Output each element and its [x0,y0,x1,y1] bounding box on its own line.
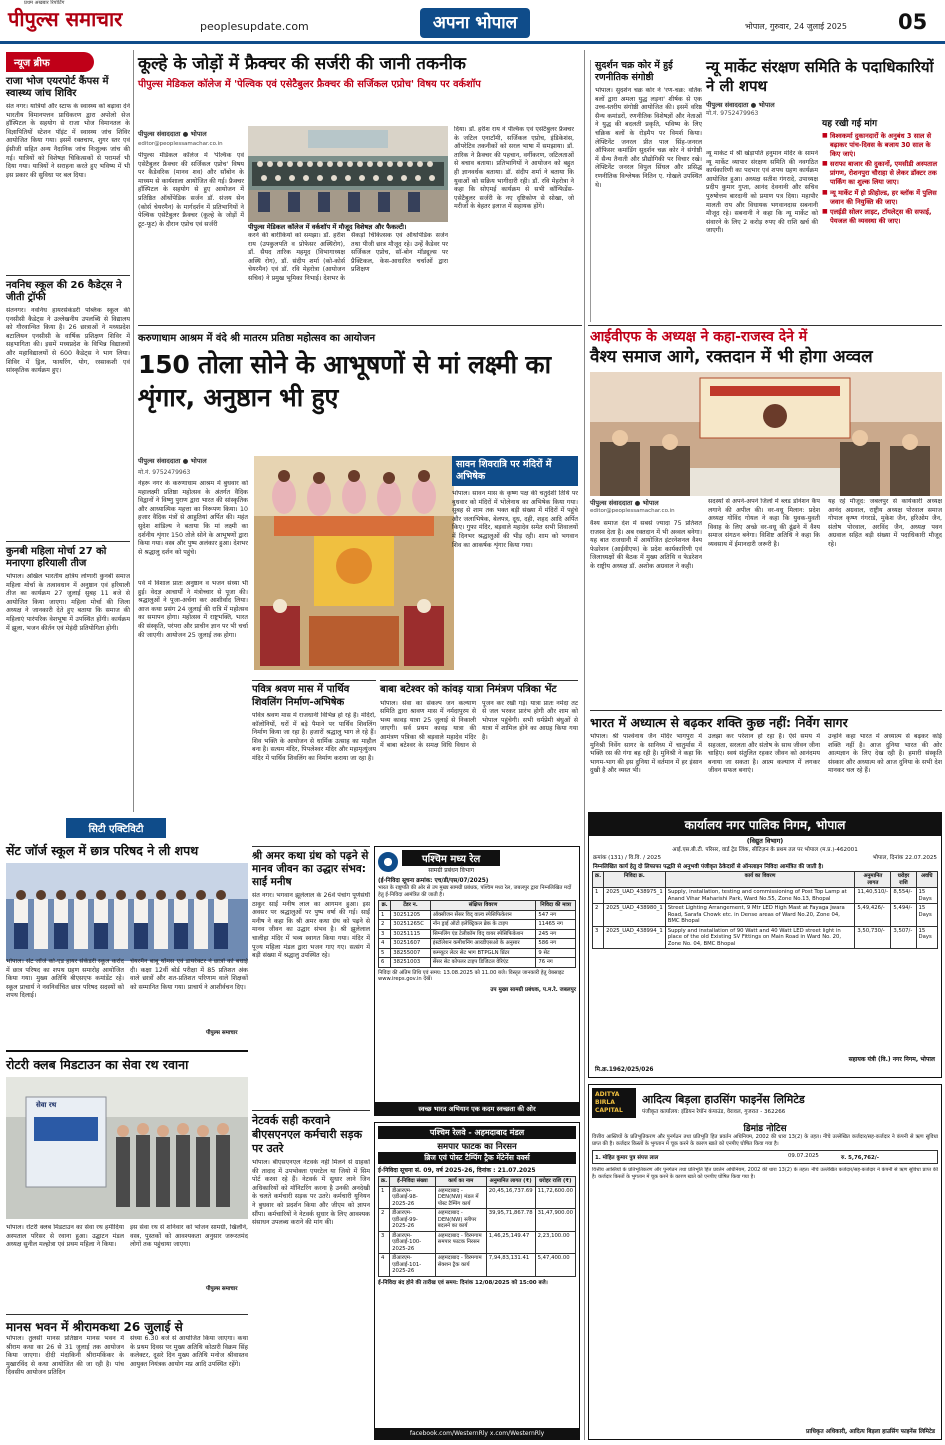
table-cell: इंस्टॉलेशन कमीशनिंग आरडीएसओ के अनुसार [430,939,536,949]
table-cell: 1 [379,910,391,920]
table-cell: 39,95,71,867.78 [486,1209,535,1232]
karuna-headline: 150 तोला सोने के आभूषणों से मां लक्ष्मी का शृंगार, अनुष्ठान भी हुए [138,350,551,412]
table-header: टेंडर न. [391,901,430,911]
lead-kicker: कूल्हे के जोड़ों में फ्रैक्चर की सर्जरी की जानी तकनीक [138,54,466,74]
table-cell: 38251003 [391,958,430,968]
table-cell: 5,494/- [891,904,916,927]
demand-item: ■ न्यू मार्केट में हो फ्रीहोल्ड, हर ब्लॉक में पुलिस जवान की नियुक्ति की जाए। [822,189,942,207]
table-cell: 76 नग [536,958,576,968]
demand-item: ■ विश्वकर्मा दुकानदारों के अनुबंध 3 साल से बढ़ाकर पांच-दिवस के बजाय 30 साल के किए जाएं। [822,132,942,158]
manas-title: मानस भवन में श्रीरामकथा 26 जुलाई से [6,1320,183,1334]
table-cell: डीआरएम-एडीआई-99-2025-26 [390,1209,436,1232]
table-row [379,929,576,939]
sawan-story [452,456,578,670]
demand-item: ■ सराफा बाजार की दुकानों, एमसीडी अस्पताल प्रांगण, रोशनपुरा चौराहा से लेकर डॉक्टर तक पार्किंग का शुल्क लिया जाए। [822,160,942,186]
lakshmi-puja-photo [254,456,454,670]
nagar-nigam-ad [588,812,942,1078]
table-cell: 31,47,900.00 [535,1209,575,1232]
table-cell: 2025_UAD_438994_1 [604,926,666,949]
rotary-body-left: भोपाल। रोटरी क्लब मिडटाउन का सेवा रथ हमीदिया अस्पताल परिसर से रवाना हुआ। उद्घाटन मंडल अध्यक्ष सुनील मल्होत्रा एवं प्रथम महिला ने किया। [6,1224,124,1249]
rotary-body-right: इस सेवा रथ से शनिवार को भोजन सामग्री, खिलौने, वस्त्र, पुस्तकों को आवश्यकता अनुसार जरूरतमंद लोगों तक पहुंचाया जाएगा। [130,1224,248,1249]
new-market-story [706,58,942,320]
indian-railways-logo-icon [378,852,398,872]
new-market-body: न्यू मार्केट में श्री खेड़ापति हनुमान मंदिर के सामने न्यू मार्केट व्यापार संरक्षण समिति की नवगठित कार्यकारिणी का पदभार एवं शपथ ग्रहण कार्यक्रम आयोजित हुआ। अध्यक्ष सतीश गंगरादे, उपाध्यक्ष प्रदीप कुमार गुप्ता, आनंद देवनानी और सचिव पुरुषोत्तम बारदानी को प्रमाण पत्र दिया। महापौर मालती राय और विधायक भगवानदास सबनानी मौजूद रहे। सबनानी ने कहा कि न्यू मार्केट को संवारने के लिए 2 करोड़ रुपए की राशि खर्च की जाएगी। [706,150,818,235]
table-row [379,1209,576,1232]
table-cell: 5 [379,948,391,958]
table-cell: 9 सेट [536,948,576,958]
table-cell: 15 Days [916,888,937,904]
table-cell: 5,49,426/- [855,904,891,927]
western-railway-ad [374,1122,580,1440]
table-cell: 6 [379,958,391,968]
bsnl-body: भोपाल। बीएसएनएल नेटवर्क नहीं मिलने से ग्राहकों की तादाद में उपभोक्ता एयरटेल या जियो में सिम पोर्ट करवा रहे हैं। नेटवर्क में सुधार लाने जिन अधिकारियों को मॉनिटरिंग करना है उनकी अनदेखी के चलते कर्मचारी सड़क पर उतरे। कर्मचारी यूनियन ने बुधवार को प्रदर्शन किया और जीएम को ज्ञापन सौंपा। कर्मचारियों ने नेटवर्क सुधार के लिए आवश्यक संसाधन उपलब्ध कराने की मांग की। [252,1159,370,1227]
table-header: अवधि [916,872,937,888]
table-cell: 3,50,730/- [855,926,891,949]
lead-col-2: करने की बारीकियों को समझा। डॉ. हरीश राय (उपकुलपति व प्रोफेसर अस्थिरोग), डॉ. सैयद तारिक महमूद (विभागाध्यक्ष अस्थि रोग), डॉ. संदीप शर्मा (को-कोर्स चेयरमैन) एवं डॉ. रवि मेहरोत्रा (आयोजन सचिव) ने प्रमुख भूमिका निभाई। देशभर के सैकड़ों चिकित्सक एवं ऑर्थोपेडिक सर्जन तथा पीजी छात्र मौजूद रहे। उन्हें कैडेवर पर सर्जिकल एप्रोच, सॉ-बोन मॉड्यूल्स पर प्रैक्टिकल, केस-आधारित चर्चाओं द्वारा प्रशिक्षण [248,232,448,282]
nagar-nigam-intro: निम्नलिखित कार्य हेतु दो लिफाफा पद्धति से अनुभवी पंजीकृत ठेकेदारों से ऑनलाइन निविदा आमंत्रित की जाती है। [593,864,824,870]
table-cell: 547 नग [536,910,576,920]
table-cell: 3 [379,929,391,939]
table-cell: 11,40,510/- [855,888,891,904]
nirveg-col-1: भोपाल। श्री पार्श्वनाथ जैन मंदिर भागपुरा में मुनिश्री निर्वेग सागर के सानिध्य में चातुर्मास में भक्ति रस की गंगा बह रही है। मुनिश्री ने कहा कि भागम-भाग की इस दुनिया में वर्तमान में हर इंसान दुखी है और व्यस्त भी। [590,733,702,775]
table-row [379,1254,576,1277]
outstanding-amount: रु. 5,76,762/- [841,1155,879,1162]
demand-list [822,132,942,226]
wr-tender-table [378,1176,576,1277]
table-cell: 2025_UAD_438975_1 [604,888,666,904]
table-cell: 30251115 [391,929,430,939]
amar-katha-body: संत नगर। भगवान झूलेलाल के 26वें पंचांग पूर्णसंघी ठाकुर साईं मनीष लाल का आगमन हुआ। इस अवसर पर श्रद्धालुओं पर पुष्प वर्षा की गई। साईं मनीष ने कहा कि श्री अमर कथा ग्रंथ को पढ़ने से मानव जीवन का उद्धार संभव है। श्री झूलेलाल चालीहा मंदिर में भव्य स्वागत किया गया। मंदिर में पूज्य महिला मंडल द्वारा भजन गाए गए। सत्संग में बड़ी संख्या में श्रद्धालु उपस्थित रहे। [252,892,370,960]
nirveg-story [590,710,942,806]
table-row [379,939,576,949]
table-cell: 30251265C [391,920,430,930]
table-row [593,904,938,927]
rotary-story [6,1050,248,1310]
table-cell: अहमदाबाद - विरमगाम समपार फाटक निरसन [435,1231,486,1254]
amar-katha-story [252,846,370,1104]
ivf-col-3: यह रहे मौजूद: जबलपुर से कार्यकारी अध्यक्ष आनंद अग्रवाल, राष्ट्रीय अध्यक्ष पोरवाल समाज गोपाल कृष्ण गंगराडे, मुकेश जैन, हरिओम जैन, संतोष पोरवाल, अरविंद जैन, अध्यक्ष पवन अग्रवाल सहित बड़ी संख्या में पदाधिकारी मौजूद रहे। [828,498,942,548]
wr-ad-banner-2: ब्रिज एवं पोस्ट टैम्पिंग ट्रैक मेंटेनेंस वर्क्स [378,1152,576,1164]
table-row [593,926,938,949]
nagar-nigam-title: कार्यालय नगर पालिक निगम, भोपाल [589,813,941,836]
ivf-kicker: आईवीएफ के अध्यक्ष ने कहा-राजस्व देने में [590,329,808,345]
city-activity-tag: सिटी एक्टिविटी [66,818,166,838]
karuna-col-1: नेहरू नगर के करुणाधाम आश्रम में बुधवार को महालक्ष्मी प्रतिष्ठा महोत्सव के अंतर्गत वैदिक विद्वानों ने विष्णु पुराण द्वारा भारत की सांस्कृतिक और आध्यात्मिक महत्ता का निरूपण किया। 10 हजार वैदिक मंत्रों से आहुतियां अर्पित की। महंत सुदेश शांडिल्य ने बताया कि मां लक्ष्मी का दर्शनीय शृंगार 150 तोले सोने के आभूषणों द्वारा किया गया। वस्त्र और पुष्प अलंकार हुआ। देशभर से श्रद्धालु दर्शन को पहुंचे। [138,480,248,556]
table-cell: 1,46,25,149.47 [486,1231,535,1254]
workshop-photo [248,126,448,222]
brief-title: नवनिध स्कूल की 26 कैडेट्स ने जीती ट्रॉफी [6,280,122,303]
wcr-ad-notice: (ई-निविदा सूचना क्रमांक: एच/डी/एस/07/2025) [378,878,489,884]
nagar-nigam-ref: क्रमांक (131) / वि.वि. / 2025 [593,855,661,861]
table-cell: 3,507/- [891,926,916,949]
karuna-mobile: मो.नं. 9752479963 [138,469,191,476]
wcr-ad-intro: भारत के राष्ट्रपति की ओर से उप मुख्य सामग्री प्रबंधक, पश्चिम मध्य रेल, जबलपुर द्वारा निम्नलिखित मदों हेतु ई-निविदा आमंत्रित की जाती है। [378,885,572,898]
brief-body: संतनगर। नवनिध हायरसेकंडरी पब्लिक स्कूल की एनसीसी कैडेट्स ने उल्लेखनीय उपलब्धि से विद्यालय को गौरवान्वित किया है। 26 छात्राओं ने मध्यप्रदेश बटालियन एनसीसी के वार्षिक प्रशिक्षण शिविर में सहभागिता की। इसमें मध्यप्रदेश के विभिन्न विद्यालयों और महाविद्यालयों से 600 कैडेट्स ने भाग लिया। शिविर में ड्रिल, फायरिंग, योग, रस्साकशी एवं सांस्कृतिक कार्यक्रम हुए। [6,307,130,375]
karuna-kicker: करुणाधाम आश्रम में वंदे श्री मातरम प्रतिष्ठा महोत्सव का आयोजन [138,333,376,344]
table-header: कार्य का नाम [435,1177,486,1187]
nagar-nigam-table [592,871,938,949]
table-header: अनुमानित लागत [855,872,891,888]
table-header: धरोहर राशि (₹) [535,1177,575,1187]
table-cell: 4 [379,1254,390,1277]
table-header: क्र. [593,872,604,888]
table-row [379,920,576,930]
demand-heading: यह रखी गई मांग [822,119,878,129]
city-activity-title: सेंट जॉर्ज स्कूल में छात्र परिषद ने ली शपथ [6,843,199,858]
table-cell: 11,72,600.00 [535,1186,575,1209]
ivf-story [590,328,942,708]
student-council-photo [6,863,248,961]
column-rule [133,50,134,812]
nagar-nigam-address: आई.एस.बी.टी. परिसर, वार्ड ट्रेड लिंक, सीटिज़न के प्रथम तल पर भोपाल (म.प्र.)-462001 [672,847,858,853]
table-cell: डीआरएम-एडीआई-100-2025-26 [390,1231,436,1254]
table-header: ई-निविदा संख्या [390,1177,436,1187]
ivf-col-2: सदस्यों से अपने-अपने जिलों में ब्लड डोनेशन कैंप लगाने की अपील की। वर-वधू मिलान: प्रदेश अध्यक्ष गोविंद गोयल ने कहा कि युवक-युवती विवाह के लिए अच्छे वर-वधू की ढूंढने में वैश्य समाज संगठन बनेगा। विशिष्ट अतिथि ने कहा कि व्यवसाय में ईमानदारी जरूरी है। [708,498,820,548]
table-cell: कम्प्यूटर लेटर सेट भाग BTPGLN प्रिंटर [430,948,536,958]
masthead-logo: पीपुल्स समाचार [8,7,123,31]
table-cell: 245 नग [536,929,576,939]
table-cell: 7,94,83,131.41 [486,1254,535,1277]
wr-ad-title: पश्चिम रेलवे - अहमदाबाद मंडल [378,1126,576,1139]
ivf-col-1: वैश्य समाज देश में सबसे ज्यादा 75 प्रतिशत राजस्व देता है। अब रक्तदान में भी अव्वल बनेगा। यह बात राजधानी में आयोजित इंटरनेशनल वैश्य फेडरेशन (आईवीएफ) के प्रदेश कार्यकारिणी एवं जिलाध्यक्षों की बैठक में मुख्य अतिथि व फेडरेशन के राष्ट्रीय अध्यक्ष डॉ. अशोक अग्रवाल ने कही। [590,520,702,570]
ivf-meeting-photo [590,372,942,496]
shravan-title: पवित्र श्रवण मास में पार्थिव शिवलिंग निर्माण-अभिषेक [252,684,350,708]
sudarshan-title: सुदर्शन चक्र कोर में हुई रणनीतिक संगोष्ठी [595,60,673,83]
wcr-tender-table [378,900,576,968]
table-cell: ऑक्सीजन सेंसर विद् वाल्व स्पेसिफिकेशन [430,910,536,920]
new-market-mobile: मो.नं. 9752479963 [706,110,759,117]
city-activity-body-left: भोपाल। सेंट जॉर्ज को-एड हायर सेकेंडरी स्कूल करोंद में छात्र परिषद का शपथ ग्रहण समारोह आयोजित किया गया। मुख्य अतिथि बीएसएफ कमांडेंट रहे। स्कूल प्राचार्य ने नवनिर्वाचित छात्र परिषद सदस्यों को शपथ दिलाई। [6,958,124,1000]
ivf-headline: वैश्य समाज आगे, रक्तदान में भी होगा अव्वल [590,347,873,367]
table-cell: 11465 नग [536,920,576,930]
table-header: कार्य का विवरण [665,872,855,888]
manas-body-left: भोपाल। तुलसी मानस प्रतिष्ठान मानस भवन में श्रीराम कथा का 26 से 31 जुलाई तक आयोजन किया जाएगा। दीदी मंदाकिनी श्रीरामकिंकर के मुखारविंद से कथा आयोजित की जा रही है। पांच दिवसीय आयोजन प्रतिदिन [6,1335,124,1377]
table-cell: 586 नग [536,939,576,949]
news-brief-column [6,52,130,810]
table-cell: Supply, installation, testing and commissioning of Post Top Lamp at Anand Vihar Maharishi Park, Ward No.55, Zone No.13, Bhopal [665,888,855,904]
borrower-name: 1. मोहित कुमार पुत्र संपत्त लाल [595,1155,659,1162]
lead-col-3: दिया। डॉ. हरीश राय ने पेल्विक एवं एसेटैबुलर फ्रैक्चर के जटिल एनाटॉमी, सर्जिकल एप्रोच, इंडिकेशंस, ऑपरेटिव तकनीकों को सरल भाषा में समझाया। डॉ. तारिक ने फ्रैक्चर की पहचान, वर्गीकरण, जटिलताओं से बचाव बताया। प्रतिभागियों ने आयोजन को बहुत ही ज्ञानवर्धक बताया। डॉ. संदीप शर्मा ने बताया कि युवाओं को सक्रिय भागीदारी रही। डॉ. रवि मेहरोत्रा ने कहा कि सोएमई कार्यक्रम से सभी कॉन्फिडेंस-एसेटैबुलर सर्जरी के नए दृष्टिकोण से सोखा, जो मरीजों के बेहतर इलाज में सहायक होंगे। [454,126,574,211]
lead-col-1: पीपुल्स मेडिकल कॉलेज में 'पेल्विक एवं एसेटैबुलर फ्रैक्चर की सर्जिकल एप्रोच' विषय पर कैडेवरिक (मानव शव) और सॉबोन के माध्यम से कार्यशाला आयोजित की गई। फ्रैक्चर हॉस्पिटल के सहयोग से हुए आयोजन में प्रतिष्ठित ऑर्थोपेडिक सर्जन डॉ. संजय सेन (कोर्स चेयरमैन) के मार्गदर्शन में प्रतिभागियों ने पेल्विक एसेटैबुलर फ्रैक्चर (कूल्हे के जोड़ों में टूट-फूट) के दौरान एप्रोच एवं सर्जरी [138,152,244,228]
table-cell: नॉन ड्राई ऑटो इलेक्ट्रिकल ब्रेक के टाइप [430,920,536,930]
seva-rath-photo [6,1077,248,1219]
table-row [379,958,576,968]
table-cell: 5,47,400.00 [535,1254,575,1277]
table-cell: Street Lighting Arrangement, 9 Mtr LED High Mast at Fayaga Jwara Road, Sarafa Chowk etc. in Dense areas of Ward No.20, Zone 04, BMC Bhopal [665,904,855,927]
table-header: अनुमानित लागत (₹) [486,1177,535,1187]
table-row [379,1231,576,1254]
section-rule [138,325,582,326]
nagar-nigam-date: भोपाल, दिनांक 22.07.2025 [872,855,937,861]
table-cell: Supply and installation of 90 Watt and 40 Watt LED street light in place of the old Existing SV Fittings on Main Road in Ward No. 20, Zone No. 04, BMC Bhopal [665,926,855,949]
wr-ad-notice: ई-निविदा सूचना सं. 09, वर्ष 2025-26, दिनांक : 21.07.2025 [378,1167,536,1174]
wcr-ad-title: पश्चिम मध्य रेल [402,850,500,866]
table-cell: 8,554/- [891,888,916,904]
ivf-byline: पीपुल्स संवाददाता ● भोपाल [590,499,659,507]
aditya-birla-logo: ADITYA BIRLA CAPITAL [592,1088,636,1118]
brief-item [6,280,130,537]
table-cell: अहमदाबाद - DEN(NW) मंडल में पोस्ट टैम्पिंग कार्य [435,1186,486,1209]
kawad-title: बाबा बटेश्वर को कांवड़ यात्रा निमंत्रण पत्रिका भेंट [380,684,557,695]
wcr-ad-sign: उप मुख्य सामग्री प्रबंधक, प.म.रे. जबलपुर [490,986,576,993]
new-market-byline: पीपुल्स संवाददाता ● भोपाल [706,101,775,109]
nagar-nigam-subtitle: (विद्युत विभाग) [746,837,784,845]
aditya-birla-address: पंजीकृत कार्यालय: इंडियन रेयॉन कंपाउंड, वेरावल, गुजरात - 362266 [642,1108,786,1115]
lead-story [138,54,578,322]
amar-katha-title: श्री अमर कथा ग्रंथ को पढ़ने से मानव जीवन का उद्धार संभव: साईं मनीष [252,850,369,888]
ivf-email: editor@peoplessamachar.co.in [590,508,675,514]
nirveg-col-2: उलझा कर परेशान हो रहा है। ऐसे समय में सहजता, सरलता और संतोष के साथ जीवन जीना चाहिए। स्वयं संतुलित रहकर जीवन को आनंदमय बनाया जा सकता है। आत्म कल्याण में लगकर जीवन सफल बनाएं। [708,733,820,775]
table-row [379,948,576,958]
sudarshan-body: भोपाल। सुदर्शन चक्र कोर ने 'रण-चक्र: वर्तिक बलों द्वारा अमला युद्ध लड़ना' शीर्षक से एक उच्च-स्तरीय संगोष्ठी आयोजित की। इसमें वरिष्ठ सैन्य कमांडरों, रणनीतिक विशेषज्ञों और नेताओं ने युद्ध की बदलती प्रकृति, भविष्य के लिए चक्रिक बलों के रोड़मैप पर विमर्श किया। लेफ्टिनेंट जनरल प्रीत पाल सिंह-जनरल ऑफिसर कमांडिंग सुदर्शन चक्र कोर ने संगोष्ठी में सैन्य तैनाती और प्रौद्योगिकी पर विचार रखे। लेफ्टिनेंट जनरल विपुल सिंघल और प्रसिद्ध रणनीतिक विश्लेषक नितिन ए. गोखले उपस्थित थे। [595,87,702,189]
table-cell: 1 [379,1186,390,1209]
section-rule [588,325,942,326]
kawad-story [380,680,578,840]
table-cell: 3 [593,926,604,949]
section-banner: अपना भोपाल [420,8,530,38]
manas-story [6,1314,248,1442]
nagar-nigam-sign: सहायक यंत्री (वि.) नगर निगम, भोपाल [848,1056,935,1063]
website-link[interactable]: peoplesupdate.com [200,20,309,33]
wr-ad-banner: समपार फाटक का निरसन [437,1142,517,1152]
masthead-rule [0,41,945,44]
nagar-nigam-ref-2: मि.क्र.1962/025/026 [595,1067,654,1073]
table-cell: 3 [379,1231,390,1254]
table-cell: सिग्नलिंग एंड टेलीकॉम विद् वायर स्पेसिफिकेशन [430,929,536,939]
table-cell: 38255007 [391,948,430,958]
brief-body: संत नगर। यात्रियों और स्टाफ के स्वास्थ्य को बढ़ावा देने भारतीय विमानपत्तन प्राधिकरण द्वारा अपोलो सेज हॉस्पिटल के सहयोग से राजा भोज विमानतल के विज्ञापितियों स्टेशन पॉइंट में स्वास्थ्य जांच शिविर आयोजित किया गया। इसमें रक्तचाप, शुगर स्तर एवं ईसीजी सहित अन्य नैदानिक जांच निःशुल्क जांच की गई। यात्रियों को विशेषज्ञ चिकित्सकों से परामर्श भी दिया गया। यात्रियों ने सराहना करते हुए भविष्य में भी इस प्रकार की सुविधा पर बल दिया। [6,103,130,179]
dateline: भोपाल, गुरुवार, 24 जुलाई 2025 [745,22,847,31]
brief-title: राजा भोज एयरपोर्ट कैंपस में स्वास्थ्य जांच शिविर [6,76,109,99]
table-header: संक्षिप्त विवरण [430,901,536,911]
page-number: 05 [898,10,928,34]
aditya-birla-sign: प्राधिकृत अधिकारी, आदित्य बिड़ला हाउसिंग फाइनेंस लिमिटेड [806,1429,935,1435]
brief-title: कुनबी महिला मोर्चा 27 को मनाएगा हरियाली तीज [6,546,107,569]
demand-notice-title: डिमांड नोटिस [743,1124,787,1134]
sawan-title: सावन शिवरात्रि पर मंदिरों में अभिषेक [452,456,578,486]
column-rule [584,50,585,1440]
bsnl-story [252,1110,370,1440]
table-cell: डीआरएम-एडीआई-98-2025-26 [390,1186,436,1209]
lead-email: editor@peoplessamachar.co.in [138,141,223,147]
nirveg-title: भारत में अध्यात्म से बढ़कर शक्ति कुछ नहीं: निर्वेग सागर [590,715,848,730]
rotary-credit: पीपुल्स समाचार [206,1286,238,1292]
wcr-ad-subtitle: सामग्री प्रबंधन विभाग [428,867,475,874]
seva-rath-sign-text: सेवा रथ [36,1101,57,1109]
table-cell: 2 [379,1209,390,1232]
table-cell: 30251205 [391,910,430,920]
demand-notice-body: वित्तीय आस्तियों के प्रतिभूतिकरण और पुनर्गठन तथा प्रतिभूति हित प्रवर्तन अधिनियम, 2002 की धारा 13(2) के तहत। नीचे उल्लेखित कर्जदार/सह-कर्जदार ने कंपनी से ऋण सुविधा प्राप्त की है। कर्जदार किस्तों के भुगतान में चूक करने के कारण खाते को एनपीए घोषित किया गया है। [592,1134,938,1147]
table-row [593,888,938,904]
sudarshan-story [590,60,702,322]
wcr-ad-footer: निविदा की अंतिम तिथि एवं समय: 13.08.2025 को 11.00 बजे। विस्तृत जानकारी हेतु वेबसाइट www.ireps.gov.in देखें। [378,969,565,983]
table-cell: 15 Days [916,926,937,949]
table-cell: डीआरएम-एडीआई-101-2025-26 [390,1254,436,1277]
karuna-byline: पीपुल्स संवाददाता ● भोपाल [138,457,207,465]
table-row [379,1186,576,1209]
table-cell: अहमदाबाद - विरमगाम सेक्शन ट्रैक कार्य [435,1254,486,1277]
masthead-logo-tag: प्रथम अखबार रिपोर्टिंग [24,0,65,6]
city-activity-credit: पीपुल्स समाचार [206,1030,238,1036]
table-header: क्र. [379,1177,390,1187]
city-activity-story [6,818,248,1038]
wr-ad-footer: ई-निविदा बंद होने की तारीख एवं समय: दिनांक 12/08/2025 को 15:00 बजे। [378,1279,548,1286]
lead-deck: पीपुल्स मेडिकल कॉलेज में 'पेल्विक एवं एसेटैबुलर फ्रैक्चर की सर्जिकल एप्रोच' विषय पर वर्कशॉप [138,79,481,90]
table-cell: 4 [379,939,391,949]
rotary-title: रोटरी क्लब मिडटाउन का सेवा रथ रवाना [6,1057,189,1072]
wr-social-links[interactable]: facebook.com/WesternRly x.com/WesternRly [375,1428,579,1439]
brief-body: भोपाल। अखिल भारतीय क्षत्रिय लोणारी कुनबी समाज महिला मोर्चा के तत्वावधान में अनुष्ठान एवं हरियाली तीज का कार्यक्रम 27 जुलाई सुबह 11 बजे से आयोजित किया जाएगा। महिला मोर्चा की जिला अध्यक्ष ने जानकारी देते हुए बताया कि समाज की महिलाएं पारंपरिक वेशभूषा में उपस्थित होंगी। कार्यक्रम में झूला, भजन कीर्तन एवं मेहंदी प्रतियोगिता होगी। [6,573,130,632]
table-cell: 2025_UAD_438980_1 [604,904,666,927]
table-row [379,910,576,920]
manas-body-right: संध्या 6.30 बजे से आयोजित किया जाएगा। कथा के प्रथम दिवस पर मुख्य अतिथि कोठारी विक्रम सिंह कलेक्टर, दूसरे दिन मुख्य अतिथि मनोज श्रीवास्तव आयुक्त नियंत्रक आयोग मप्र आदि उपस्थित रहेंगे। [130,1335,248,1368]
new-market-title: न्यू मार्केट संरक्षण समिति के पदाधिकारियों ने ली शपथ [706,58,934,95]
aditya-birla-ad [588,1084,942,1440]
masthead [0,0,945,44]
table-cell: सेंसर सेट कोपलर टाइप डिजिटल वेरिएंट [430,958,536,968]
table-cell: अहमदाबाद - DEN(NW) स्लीपर बदलने का कार्य [435,1209,486,1232]
city-activity-body-right: चेयरमैन बाबू थॉमस एवं डायरेक्टर ने छात्रों को बधाई दी। कक्षा 12वीं बोर्ड परीक्षा में 85 प्रतिशत अंक वाले छात्रों और शत-प्रतिशत परिणाम वाले शिक्षकों को सम्मानित किया गया। प्राचार्य ने आशीर्वचन दिए। [130,958,248,991]
table-cell: 15 Days [916,904,937,927]
wcr-tender-ad [374,846,580,1116]
lead-byline: पीपुल्स संवाददाता ● भोपाल [138,130,207,138]
brief-item [6,546,130,769]
table-header: क्र. [379,901,391,911]
swachh-bharat-banner: स्वच्छ भारत अभियान एक कदम स्वच्छता की ओर [375,1102,579,1115]
kawad-body: भोपाल। सेवा का संकल्प जन कल्याण समिति द्वारा श्रावण मास में नर्मदापुरम से भव्य कावड़ यात्रा 25 जुलाई से निकाली जाएगी। सर्व प्रथम कावड़ यात्रा की आमंत्रण पत्रिका श्री बड़वाले महादेव मंदिर में बाबा बटेश्वर के समक्ष विधि विधान से पूजन कर रखी गई। यात्रा प्रातः नर्मदा तट से जल भरकर प्रारंभ होगी और शाम को भोपाल पहुंचेगी। सभी धर्मप्रेमी बंधुओं से यात्रा में शामिल होने का आग्रह किया गया है। [380,699,578,750]
aditya-birla-title: आदित्य बिड़ला हाउसिंग फाइनेंस लिमिटेड [642,1092,805,1106]
karuna-col-2-text: पर्व में विशाल प्रातः अनुष्ठान व भजन संध्या भी हुई। वेदज्ञ आचार्यों ने मंत्रोच्चार से पूजा की। श्रद्धालुओं ने पूजा-अर्चना कर आशीर्वाद लिया। आज कथा प्रसंग 24 जुलाई की रात्रि में महोत्सव का समापन होगा। महोत्सव में राष्ट्रभक्ति, भारत की संस्कृति, परंपरा और प्राचीन ज्ञान पर भी चर्चा की जाएगी। आयोजन 25 जुलाई तक होगा। [138,580,248,639]
brief-item [6,76,130,271]
bsnl-title: नेटवर्क सही करवाने बीएसएनएल कर्मचारी सड़क पर उतरे [252,1114,363,1155]
news-brief-tag: न्यूज ब्रीफ [6,52,94,72]
sawan-body: भोपाल। सावन मास के कृष्ण पक्ष की चतुर्दशी तिथि पर बुधवार को मंदिरों में भोलेनाथ का अभिषेक किया गया। सुबह से शाम तक भक्त बड़ी संख्या में मंदिरों में पहुंचे और जलाभिषेक, बेलपत्र, दूध, दही, शहद आदि अर्पित किए। गुफा मंदिर, बड़वाले महादेव समेत सभी शिवालयों में दिनभर श्रद्धालुओं की भीड़ रही। शाम को भगवान शिव का आकर्षक शृंगार किया गया। [452,490,578,549]
demand-item: ■ एलईडी सोलर लाइट, टॉयलेट्स की सफाई, पेयजल की व्यवस्था की जाए। [822,208,942,226]
notice-date: 09.07.2025 [788,1153,819,1160]
table-cell: 30251607 [391,939,430,949]
nirveg-col-3: उन्होंने कहा भारत में अध्यात्म से बढ़कर कोई शक्ति नहीं है। आज दुनिया भारत की ओर आत्मज्ञान के लिए देख रही है। हमारी संस्कृति संस्कार और अध्यात्म को आज दुनिया के सभी देश मानकर चल रहे हैं। [828,733,942,775]
demand-notice-fine-print: वित्तीय आस्तियों के प्रतिभूतिकरण और पुनर्गठन तथा प्रतिभूति हित प्रवर्तन अधिनियम, 2002 की धारा 13(2) के तहत। नीचे उल्लेखित कर्जदार/सह-कर्जदार ने कंपनी से ऋण सुविधा प्राप्त की है। कर्जदार किस्तों के भुगतान में चूक करने के कारण खाते को एनपीए घोषित किया गया है। [592,1167,938,1180]
demand-box [822,116,942,316]
shravan-story [252,680,376,840]
shravan-body: पवित्र श्रवण मास में राजधानी विभिन्न हो रहे हैं। मंदिरों, कॉलोनियों, घरों में बड़े पैमाने पर पार्थिव शिवलिंग निर्माण किया जा रहा है। हजारों श्रद्धालु भाग ले रहे हैं। शिव भक्ति के आयोजन से धार्मिक उत्साह का माहौल बना है। सत्यम मंदिर, पिपलेश्वर मंदिर और महामृत्युंजय मंदिर में पार्थिव शिवलिंग का निर्माण कराया जा रहा है। [252,712,376,762]
table-cell: 1 [593,888,604,904]
table-cell: 20,45,16,737.69 [486,1186,535,1209]
table-header: निविदा क्र. [604,872,666,888]
table-cell: 2,23,100.00 [535,1231,575,1254]
table-header: निविदा की मात्रा [536,901,576,911]
table-cell: 2 [593,904,604,927]
workshop-photo-caption: पीपुल्स मेडिकल कॉलेज में वर्कशॉप में मौजूद विशेषज्ञ और फैकल्टी। [248,223,407,231]
table-header: धरोहर राशि [891,872,916,888]
table-cell: 2 [379,920,391,930]
